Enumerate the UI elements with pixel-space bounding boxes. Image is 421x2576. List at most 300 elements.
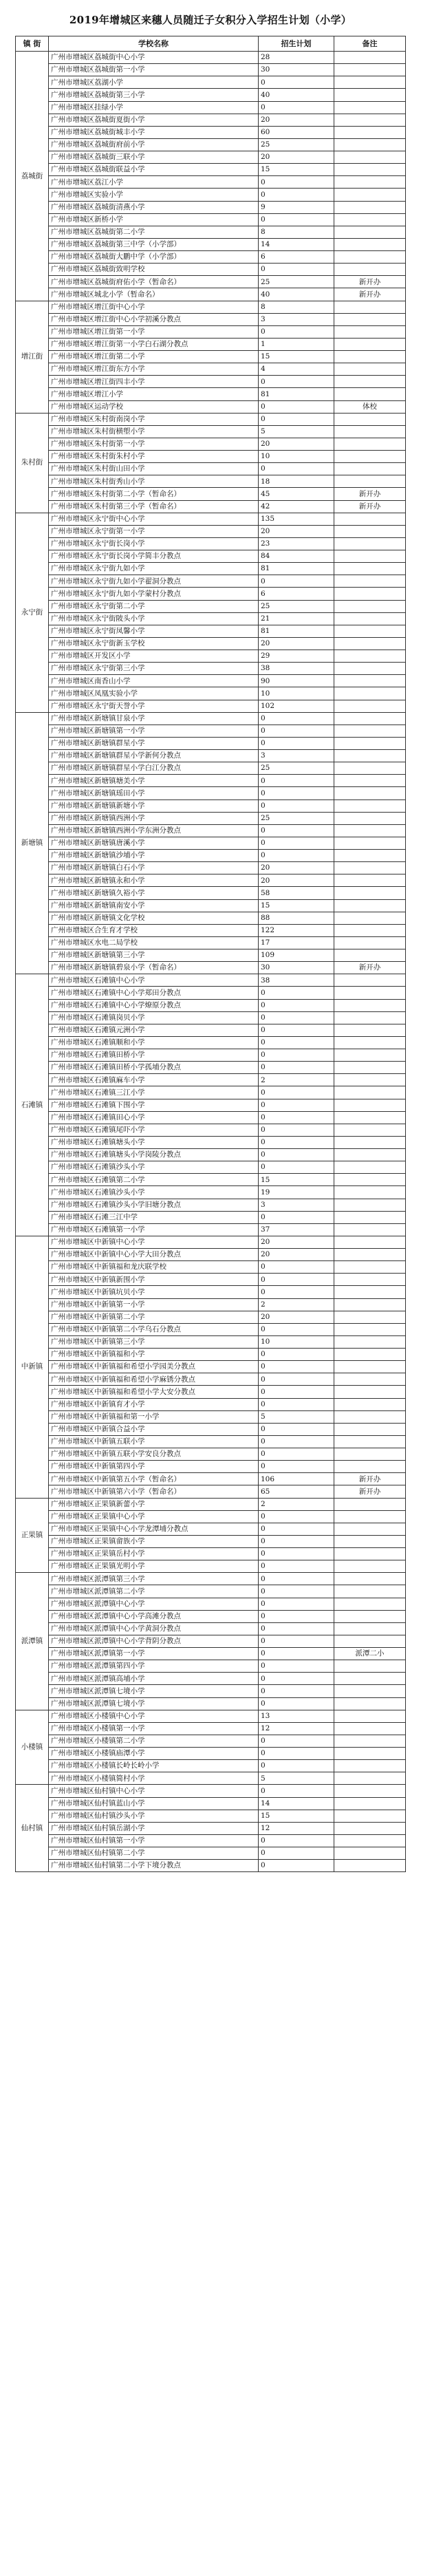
school-name-cell: 广州市增城区合生育才学校 bbox=[49, 924, 259, 936]
plan-count-cell: 40 bbox=[259, 89, 334, 101]
plan-count-cell: 0 bbox=[259, 1386, 334, 1398]
table-row bbox=[16, 101, 406, 114]
note-cell bbox=[334, 1099, 406, 1111]
town-cell: 新塘镇 bbox=[16, 712, 49, 974]
school-name-cell: 广州市增城区新塘镇甘泉小学 bbox=[49, 712, 259, 724]
plan-count-cell: 0 bbox=[259, 1274, 334, 1286]
table-row bbox=[16, 1261, 406, 1274]
table-row bbox=[16, 812, 406, 824]
note-cell bbox=[334, 1697, 406, 1710]
header-town: 镇 街 bbox=[16, 36, 49, 52]
note-cell bbox=[334, 1011, 406, 1024]
note-cell bbox=[334, 724, 406, 737]
note-cell bbox=[334, 737, 406, 749]
table-row bbox=[16, 837, 406, 849]
plan-count-cell: 20 bbox=[259, 1249, 334, 1261]
table-row bbox=[16, 164, 406, 176]
table-row bbox=[16, 76, 406, 89]
school-name-cell: 广州市增城区新塘镇群星小学新何分教点 bbox=[49, 750, 259, 762]
school-name-cell: 广州市增城区中新镇五联小学 bbox=[49, 1435, 259, 1448]
school-name-cell: 广州市增城区新塘镇群星小学白江分教点 bbox=[49, 762, 259, 775]
plan-count-cell: 0 bbox=[259, 1510, 334, 1523]
table-row bbox=[16, 313, 406, 325]
note-cell bbox=[334, 799, 406, 812]
table-row bbox=[16, 1810, 406, 1822]
school-name-cell: 广州市增城区正果镇中心小学龙潭埔分教点 bbox=[49, 1523, 259, 1535]
table-row bbox=[16, 563, 406, 575]
plan-count-cell: 10 bbox=[259, 1335, 334, 1348]
plan-count-cell: 0 bbox=[259, 1448, 334, 1461]
school-name-cell: 广州市增城区石滩镇元洲小学 bbox=[49, 1024, 259, 1036]
plan-count-cell: 0 bbox=[259, 1423, 334, 1435]
note-cell bbox=[334, 650, 406, 663]
table-row bbox=[16, 176, 406, 189]
school-name-cell: 广州市增城区派潭镇七境小学 bbox=[49, 1697, 259, 1710]
school-name-cell: 广州市增城区永宁街长岗小学简丰分教点 bbox=[49, 550, 259, 563]
school-name-cell: 广州市增城区派潭镇第二小学 bbox=[49, 1585, 259, 1598]
table-row bbox=[16, 1735, 406, 1747]
table-row bbox=[16, 924, 406, 936]
table-row bbox=[16, 987, 406, 999]
school-name-cell: 广州市增城区仙村镇中心小学 bbox=[49, 1785, 259, 1797]
table-body bbox=[16, 52, 406, 1872]
table-row bbox=[16, 999, 406, 1011]
note-cell bbox=[334, 1049, 406, 1062]
note-cell bbox=[334, 363, 406, 376]
plan-count-cell: 20 bbox=[259, 862, 334, 874]
table-row bbox=[16, 138, 406, 151]
school-name-cell: 广州市增城区永宁街九如小学 bbox=[49, 563, 259, 575]
table-row bbox=[16, 1448, 406, 1461]
note-cell: 新开办 bbox=[334, 500, 406, 513]
school-name-cell: 广州市增城区派潭镇中心小学 bbox=[49, 1598, 259, 1610]
school-name-cell: 广州市增城区派潭镇第一小学 bbox=[49, 1648, 259, 1660]
note-cell bbox=[334, 1249, 406, 1261]
plan-count-cell: 6 bbox=[259, 251, 334, 264]
plan-count-cell: 0 bbox=[259, 1461, 334, 1473]
school-name-cell: 广州市增城区朱村街朱村小学 bbox=[49, 451, 259, 463]
plan-count-cell: 2 bbox=[259, 1074, 334, 1086]
note-cell bbox=[334, 874, 406, 887]
plan-count-cell: 40 bbox=[259, 288, 334, 301]
school-name-cell: 广州市增城区增江小学 bbox=[49, 388, 259, 400]
plan-count-cell: 20 bbox=[259, 525, 334, 537]
note-cell bbox=[334, 787, 406, 799]
table-row bbox=[16, 1473, 406, 1485]
school-name-cell: 广州市增城区新塘镇新塘小学 bbox=[49, 799, 259, 812]
school-name-cell: 广州市增城区派潭镇中心小学背阴分教点 bbox=[49, 1635, 259, 1647]
table-row bbox=[16, 1361, 406, 1373]
plan-count-cell: 0 bbox=[259, 787, 334, 799]
table-row bbox=[16, 787, 406, 799]
school-name-cell: 广州市增城区新桥小学 bbox=[49, 213, 259, 226]
table-row bbox=[16, 1585, 406, 1598]
school-name-cell: 广州市增城区朱村街南岗小学 bbox=[49, 413, 259, 425]
table-row bbox=[16, 1560, 406, 1573]
plan-count-cell: 0 bbox=[259, 1398, 334, 1410]
plan-count-cell: 0 bbox=[259, 1847, 334, 1860]
note-cell bbox=[334, 101, 406, 114]
plan-count-cell: 0 bbox=[259, 264, 334, 276]
plan-count-cell: 20 bbox=[259, 114, 334, 126]
school-name-cell: 广州市增城区荔城街大鹏中学（小学部） bbox=[49, 251, 259, 264]
school-name-cell: 广州市增城区中新镇坑贝小学 bbox=[49, 1286, 259, 1298]
table-row bbox=[16, 1622, 406, 1635]
plan-count-cell: 81 bbox=[259, 625, 334, 637]
table-row bbox=[16, 1074, 406, 1086]
table-row bbox=[16, 513, 406, 525]
note-cell bbox=[334, 1386, 406, 1398]
table-row bbox=[16, 238, 406, 250]
plan-count-cell: 18 bbox=[259, 475, 334, 488]
plan-count-cell: 2 bbox=[259, 1498, 334, 1510]
note-cell bbox=[334, 351, 406, 363]
table-row bbox=[16, 52, 406, 64]
school-name-cell: 广州市增城区永宁街天誉小学 bbox=[49, 700, 259, 712]
table-row bbox=[16, 936, 406, 949]
table-header-row bbox=[16, 36, 406, 52]
school-name-cell: 广州市增城区石滩镇田桥小学孤埔分教点 bbox=[49, 1062, 259, 1074]
school-name-cell: 广州市增城区永宁街第一小学 bbox=[49, 525, 259, 537]
plan-count-cell: 4 bbox=[259, 363, 334, 376]
school-name-cell: 广州市增城区新塘镇西洲小学 bbox=[49, 812, 259, 824]
school-name-cell: 广州市增城区石滩镇塘头小学岗陵分教点 bbox=[49, 1149, 259, 1161]
table-row bbox=[16, 1024, 406, 1036]
school-name-cell: 广州市增城区荔城街府佑小学（暂命名） bbox=[49, 276, 259, 288]
school-name-cell: 广州市增城区仙村镇岳湖小学 bbox=[49, 1822, 259, 1834]
school-name-cell: 广州市增城区新塘镇南安小学 bbox=[49, 899, 259, 912]
table-row bbox=[16, 1697, 406, 1710]
note-cell bbox=[334, 1598, 406, 1610]
note-cell bbox=[334, 251, 406, 264]
plan-count-cell: 0 bbox=[259, 1349, 334, 1361]
note-cell bbox=[334, 213, 406, 226]
table-row bbox=[16, 687, 406, 700]
plan-count-cell: 21 bbox=[259, 612, 334, 625]
school-name-cell: 广州市增城区石滩镇尾吓小学 bbox=[49, 1124, 259, 1136]
plan-count-cell: 12 bbox=[259, 1722, 334, 1735]
plan-count-cell: 0 bbox=[259, 1860, 334, 1872]
note-cell bbox=[334, 238, 406, 250]
note-cell bbox=[334, 525, 406, 537]
note-cell bbox=[334, 325, 406, 338]
note-cell bbox=[334, 1685, 406, 1697]
table-row bbox=[16, 1335, 406, 1348]
table-row bbox=[16, 874, 406, 887]
note-cell bbox=[334, 1710, 406, 1722]
town-cell: 中新镇 bbox=[16, 1236, 49, 1498]
school-name-cell: 广州市增城区朱村街横塱小学 bbox=[49, 425, 259, 438]
plan-count-cell: 0 bbox=[259, 1610, 334, 1622]
school-name-cell: 广州市增城区石滩镇塘头小学 bbox=[49, 1136, 259, 1148]
school-name-cell: 广州市增城区荔城街第二小学 bbox=[49, 226, 259, 238]
plan-count-cell: 9 bbox=[259, 201, 334, 213]
table-row bbox=[16, 1834, 406, 1847]
plan-count-cell: 0 bbox=[259, 850, 334, 862]
note-cell bbox=[334, 1772, 406, 1785]
note-cell bbox=[334, 750, 406, 762]
town-cell: 小楼镇 bbox=[16, 1710, 49, 1785]
table-row bbox=[16, 712, 406, 724]
school-name-cell: 广州市增城区永宁街新玉学校 bbox=[49, 637, 259, 650]
plan-count-cell: 0 bbox=[259, 1211, 334, 1223]
table-row bbox=[16, 588, 406, 600]
note-cell bbox=[334, 663, 406, 675]
table-row bbox=[16, 1298, 406, 1311]
school-name-cell: 广州市增城区石滩镇沙头小学旧塘分教点 bbox=[49, 1199, 259, 1211]
note-cell bbox=[334, 151, 406, 164]
school-name-cell: 广州市增城区挂绿小学 bbox=[49, 101, 259, 114]
plan-count-cell: 0 bbox=[259, 325, 334, 338]
plan-count-cell: 0 bbox=[259, 837, 334, 849]
table-row bbox=[16, 1860, 406, 1872]
plan-count-cell: 38 bbox=[259, 663, 334, 675]
school-name-cell: 广州市增城区增江街四丰小学 bbox=[49, 376, 259, 388]
plan-count-cell: 88 bbox=[259, 912, 334, 924]
note-cell bbox=[334, 1510, 406, 1523]
table-row bbox=[16, 1710, 406, 1722]
plan-count-cell: 0 bbox=[259, 1323, 334, 1335]
school-name-cell: 广州市增城区朱村街第三小学（暂命名） bbox=[49, 500, 259, 513]
table-row bbox=[16, 899, 406, 912]
table-row bbox=[16, 612, 406, 625]
school-name-cell: 广州市增城区中新镇第五小学（暂命名） bbox=[49, 1473, 259, 1485]
school-name-cell: 广州市增城区中新镇育才小学 bbox=[49, 1398, 259, 1410]
plan-count-cell: 65 bbox=[259, 1485, 334, 1498]
note-cell bbox=[334, 126, 406, 138]
table-row bbox=[16, 650, 406, 663]
plan-count-cell: 0 bbox=[259, 1036, 334, 1049]
school-name-cell: 广州市增城区实验小学 bbox=[49, 189, 259, 201]
note-cell bbox=[334, 1286, 406, 1298]
table-row bbox=[16, 675, 406, 687]
school-name-cell: 广州市增城区仙村镇蓝山小学 bbox=[49, 1797, 259, 1810]
school-name-cell: 广州市增城区荔城街府前小学 bbox=[49, 138, 259, 151]
table-row bbox=[16, 1523, 406, 1535]
note-cell bbox=[334, 862, 406, 874]
note-cell bbox=[334, 1211, 406, 1223]
plan-count-cell: 10 bbox=[259, 451, 334, 463]
plan-count-cell: 0 bbox=[259, 1361, 334, 1373]
school-name-cell: 广州市增城区荔城街城丰小学 bbox=[49, 126, 259, 138]
note-cell: 体校 bbox=[334, 400, 406, 413]
table-row bbox=[16, 824, 406, 837]
plan-count-cell: 0 bbox=[259, 1735, 334, 1747]
plan-count-cell: 0 bbox=[259, 1585, 334, 1598]
plan-count-cell: 42 bbox=[259, 500, 334, 513]
school-name-cell: 广州市增城区增江街第一小学 bbox=[49, 325, 259, 338]
table-row bbox=[16, 775, 406, 787]
table-row bbox=[16, 400, 406, 413]
note-cell bbox=[334, 226, 406, 238]
school-name-cell: 广州市增城区永宁街陂头小学 bbox=[49, 612, 259, 625]
plan-count-cell: 28 bbox=[259, 52, 334, 64]
school-name-cell: 广州市增城区正果镇畲族小学 bbox=[49, 1535, 259, 1547]
school-name-cell: 广州市增城区荔城街致明学校 bbox=[49, 264, 259, 276]
table-row bbox=[16, 1136, 406, 1148]
table-row bbox=[16, 325, 406, 338]
table-row bbox=[16, 363, 406, 376]
school-name-cell: 广州市增城区石滩镇田桥小学 bbox=[49, 1049, 259, 1062]
plan-count-cell: 0 bbox=[259, 189, 334, 201]
note-cell bbox=[334, 1323, 406, 1335]
plan-count-cell: 90 bbox=[259, 675, 334, 687]
table-row bbox=[16, 338, 406, 350]
note-cell bbox=[334, 388, 406, 400]
note-cell bbox=[334, 1535, 406, 1547]
note-cell bbox=[334, 1523, 406, 1535]
note-cell bbox=[334, 687, 406, 700]
note-cell: 派潭二小 bbox=[334, 1648, 406, 1660]
note-cell bbox=[334, 1760, 406, 1772]
table-row bbox=[16, 1086, 406, 1099]
plan-count-cell: 45 bbox=[259, 488, 334, 500]
table-row bbox=[16, 388, 406, 400]
note-cell bbox=[334, 1461, 406, 1473]
plan-count-cell: 81 bbox=[259, 388, 334, 400]
table-row bbox=[16, 1311, 406, 1323]
note-cell bbox=[334, 949, 406, 962]
table-row bbox=[16, 974, 406, 987]
note-cell bbox=[334, 114, 406, 126]
note-cell bbox=[334, 1810, 406, 1822]
note-cell bbox=[334, 1860, 406, 1872]
plan-count-cell: 0 bbox=[259, 1760, 334, 1772]
plan-count-cell: 15 bbox=[259, 164, 334, 176]
note-cell bbox=[334, 164, 406, 176]
note-cell bbox=[334, 1186, 406, 1199]
plan-count-cell: 0 bbox=[259, 799, 334, 812]
table-row bbox=[16, 288, 406, 301]
plan-count-cell: 0 bbox=[259, 987, 334, 999]
table-row bbox=[16, 1149, 406, 1161]
table-row bbox=[16, 737, 406, 749]
school-name-cell: 广州市增城区新塘镇第三小学 bbox=[49, 949, 259, 962]
table-row bbox=[16, 1236, 406, 1248]
table-row bbox=[16, 799, 406, 812]
plan-count-cell: 20 bbox=[259, 1311, 334, 1323]
school-name-cell: 广州市增城区正果镇新蕾小学 bbox=[49, 1498, 259, 1510]
table-row bbox=[16, 114, 406, 126]
table-row bbox=[16, 1673, 406, 1685]
school-name-cell: 广州市增城区中新镇中心小学大田分教点 bbox=[49, 1249, 259, 1261]
note-cell bbox=[334, 924, 406, 936]
school-name-cell: 广州市增城区中新镇新围小学 bbox=[49, 1274, 259, 1286]
note-cell bbox=[334, 912, 406, 924]
school-name-cell: 广州市增城区新塘镇塘美小学 bbox=[49, 775, 259, 787]
school-name-cell: 广州市增城区仙村镇沙头小学 bbox=[49, 1810, 259, 1822]
plan-count-cell: 106 bbox=[259, 1473, 334, 1485]
school-name-cell: 广州市增城区增江街中心小学 bbox=[49, 301, 259, 313]
school-name-cell: 广州市增城区中新镇第二小学 bbox=[49, 1311, 259, 1323]
table-row bbox=[16, 724, 406, 737]
plan-count-cell: 0 bbox=[259, 1622, 334, 1635]
plan-count-cell: 122 bbox=[259, 924, 334, 936]
plan-count-cell: 12 bbox=[259, 1822, 334, 1834]
note-cell: 新开办 bbox=[334, 488, 406, 500]
note-cell bbox=[334, 89, 406, 101]
school-name-cell: 广州市增城区荔城街联益小学 bbox=[49, 164, 259, 176]
plan-count-cell: 135 bbox=[259, 513, 334, 525]
table-row bbox=[16, 438, 406, 450]
plan-count-cell: 3 bbox=[259, 1199, 334, 1211]
plan-count-cell: 0 bbox=[259, 1697, 334, 1710]
table-row bbox=[16, 663, 406, 675]
note-cell bbox=[334, 575, 406, 588]
plan-count-cell: 0 bbox=[259, 1598, 334, 1610]
school-name-cell: 广州市增城区朱村街秀山小学 bbox=[49, 475, 259, 488]
school-name-cell: 广州市增城区运动学校 bbox=[49, 400, 259, 413]
note-cell bbox=[334, 338, 406, 350]
table-row bbox=[16, 550, 406, 563]
header-plan: 招生计划 bbox=[259, 36, 334, 52]
school-name-cell: 广州市增城区石滩镇第二小学 bbox=[49, 1174, 259, 1186]
note-cell bbox=[334, 1062, 406, 1074]
table-row bbox=[16, 1124, 406, 1136]
school-name-cell: 广州市增城区派潭镇中心小学高滩分教点 bbox=[49, 1610, 259, 1622]
plan-count-cell: 1 bbox=[259, 338, 334, 350]
table-row bbox=[16, 1785, 406, 1797]
school-name-cell: 广州市增城区新塘镇永和小学 bbox=[49, 874, 259, 887]
table-row bbox=[16, 351, 406, 363]
note-cell bbox=[334, 264, 406, 276]
note-cell bbox=[334, 451, 406, 463]
header-note: 备注 bbox=[334, 36, 406, 52]
school-name-cell: 广州市增城区中新镇福和希望小学园美分教点 bbox=[49, 1361, 259, 1373]
table-row bbox=[16, 1011, 406, 1024]
table-row bbox=[16, 1286, 406, 1298]
note-cell bbox=[334, 1261, 406, 1274]
plan-count-cell: 38 bbox=[259, 974, 334, 987]
school-name-cell: 广州市增城区正果镇中心小学 bbox=[49, 1510, 259, 1523]
note-cell bbox=[334, 189, 406, 201]
note-cell bbox=[334, 64, 406, 76]
school-name-cell: 广州市增城区新塘镇西洲小学东洲分教点 bbox=[49, 824, 259, 837]
table-row bbox=[16, 850, 406, 862]
plan-count-cell: 0 bbox=[259, 1024, 334, 1036]
school-name-cell: 广州市增城区荔城街三联小学 bbox=[49, 151, 259, 164]
table-row bbox=[16, 1722, 406, 1735]
plan-count-cell: 20 bbox=[259, 874, 334, 887]
table-row bbox=[16, 1062, 406, 1074]
plan-count-cell: 0 bbox=[259, 824, 334, 837]
school-name-cell: 广州市增城区荔江小学 bbox=[49, 176, 259, 189]
table-row bbox=[16, 862, 406, 874]
plan-count-cell: 0 bbox=[259, 1748, 334, 1760]
school-name-cell: 广州市增城区派潭镇第三小学 bbox=[49, 1573, 259, 1585]
school-name-cell: 广州市增城区派潭镇中心小学黄洞分教点 bbox=[49, 1622, 259, 1635]
plan-count-cell: 8 bbox=[259, 301, 334, 313]
plan-count-cell: 30 bbox=[259, 962, 334, 974]
plan-count-cell: 0 bbox=[259, 737, 334, 749]
table-row bbox=[16, 700, 406, 712]
plan-count-cell: 0 bbox=[259, 1548, 334, 1560]
note-cell bbox=[334, 987, 406, 999]
plan-count-cell: 20 bbox=[259, 637, 334, 650]
table-row bbox=[16, 463, 406, 475]
note-cell bbox=[334, 1573, 406, 1585]
school-name-cell: 广州市增城区荔城街第三中学（小学部） bbox=[49, 238, 259, 250]
note-cell bbox=[334, 1236, 406, 1248]
note-cell bbox=[334, 1585, 406, 1598]
note-cell bbox=[334, 1498, 406, 1510]
plan-count-cell: 0 bbox=[259, 1660, 334, 1673]
table-row bbox=[16, 762, 406, 775]
note-cell bbox=[334, 1548, 406, 1560]
school-name-cell: 广州市增城区新塘镇瑶田小学 bbox=[49, 787, 259, 799]
note-cell bbox=[334, 176, 406, 189]
note-cell bbox=[334, 600, 406, 612]
